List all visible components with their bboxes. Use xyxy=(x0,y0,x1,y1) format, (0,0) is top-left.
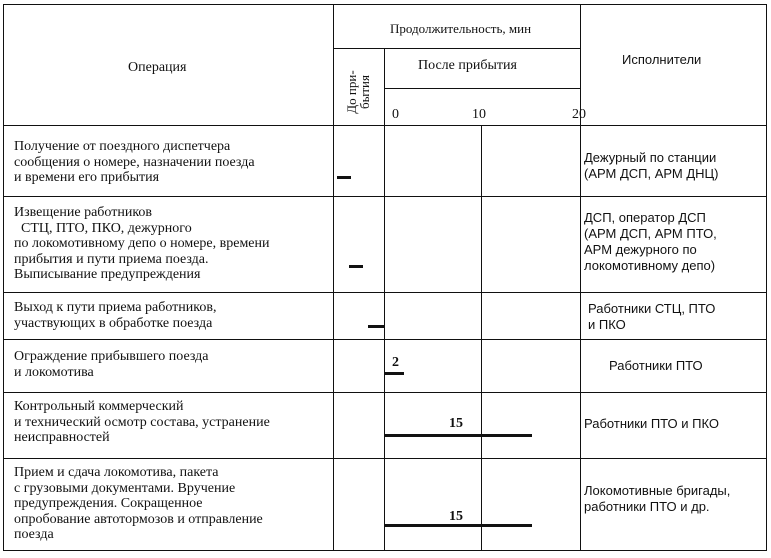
row-5-executors: Работники ПТО и ПКО xyxy=(584,416,719,431)
row-1-operation: Получение от поездного диспетчера сообщения о номере, назначении поезда и времени его прибытия xyxy=(14,139,255,185)
row-3-operation: Выход к пути приема работников, участвующих в обработке поезда xyxy=(14,300,217,331)
tick-0: 0 xyxy=(392,107,399,122)
row-4-operation: Ограждение прибывшего поезда и локомотива xyxy=(14,349,209,380)
row-divider-1 xyxy=(3,196,766,197)
row-divider-5 xyxy=(3,458,766,459)
column-divider-before xyxy=(384,48,385,551)
row-1-executors: Дежурный по станции (АРМ ДСП, АРМ ДНЦ) xyxy=(584,150,719,181)
column-divider-timeline-10 xyxy=(481,125,482,551)
header-executors: Исполнители xyxy=(622,52,702,67)
header-duration: Продолжительность, мин xyxy=(390,21,532,36)
row-divider-3 xyxy=(3,339,766,340)
header-duration-underline xyxy=(333,48,580,49)
row-5-operation: Контрольный коммерческий и технический осмотр состава, устранение неисправностей xyxy=(14,399,270,445)
row-3-duration-bar xyxy=(368,325,384,328)
header-operation: Операция xyxy=(128,60,187,75)
row-4-duration-label: 2 xyxy=(392,355,399,370)
row-6-duration-bar xyxy=(384,524,532,527)
tick-20: 20 xyxy=(572,107,586,122)
column-divider-operation xyxy=(333,4,334,551)
row-6-executors: Локомотивные бригады, работники ПТО и др. xyxy=(584,483,731,514)
header-after-arrival-underline xyxy=(384,88,580,89)
table-border-left xyxy=(3,4,4,551)
row-divider-4 xyxy=(3,392,766,393)
row-5-duration-bar xyxy=(384,434,532,437)
header-before-arrival: До при- бытия xyxy=(344,70,372,114)
table-border-right xyxy=(766,4,767,551)
row-2-executors: ДСП, оператор ДСП (АРМ ДСП, АРМ ПТО, АРМ дежурного по локомотивному депо) xyxy=(584,210,717,273)
row-divider-2 xyxy=(3,292,766,293)
row-6-operation: Прием и сдача локомотива, пакета с грузовыми документами. Вручение предупреждения. Сокращенное опробование автотормозов и отправление поезда xyxy=(14,465,263,542)
row-6-duration-label: 15 xyxy=(449,509,463,524)
tick-10: 10 xyxy=(472,107,486,122)
table-border-top xyxy=(3,4,766,5)
row-divider-header xyxy=(3,125,766,126)
row-4-duration-bar xyxy=(384,372,404,375)
row-2-operation: Извещение работников СТЦ, ПТО, ПКО, дежурного по локомотивному депо о номере, времени прибытия и пути приема поезда. Выписывание предупреждения xyxy=(14,205,270,282)
row-1-duration-bar xyxy=(337,176,351,179)
header-after-arrival: После прибытия xyxy=(418,58,517,73)
row-2-duration-bar xyxy=(349,265,363,268)
column-divider-executors xyxy=(580,4,581,551)
row-5-duration-label: 15 xyxy=(449,416,463,431)
row-3-executors: Работники СТЦ, ПТО и ПКО xyxy=(588,301,716,332)
row-4-executors: Работники ПТО xyxy=(609,358,703,373)
